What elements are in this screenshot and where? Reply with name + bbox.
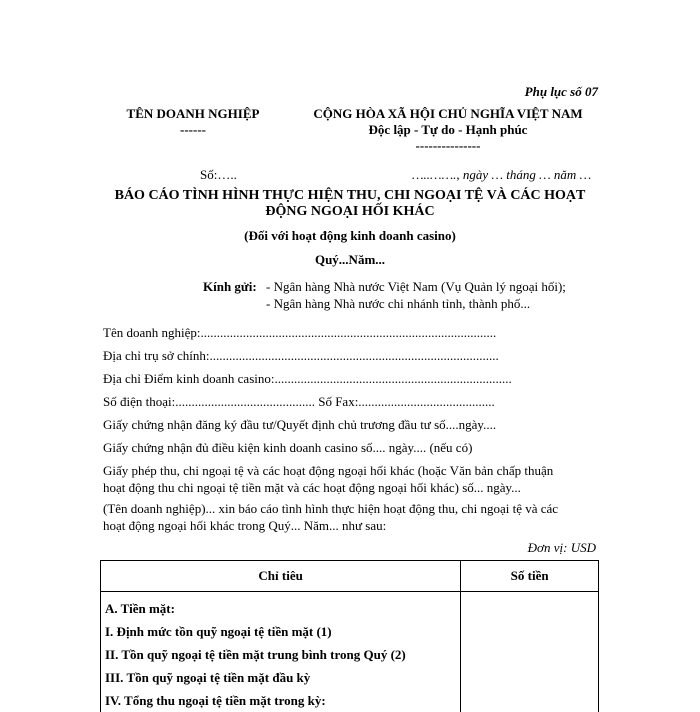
casino-license-field: Giấy chứng nhận đủ điều kiện kinh doanh casino số.... ngày.... (nếu có) bbox=[103, 440, 473, 455]
investment-certificate-field: Giấy chứng nhận đăng ký đầu tư/Quyết định chủ trương đầu tư số....ngày.... bbox=[103, 417, 497, 432]
row-label: II. Tồn quỹ ngoại tệ tiền mặt trung bình trong Quý (2) bbox=[101, 643, 461, 666]
document-number: Số:….. bbox=[200, 167, 237, 182]
forex-license-line2: hoạt động thu chi ngoại tệ tiền mặt và các hoạt động ngoại hối khác) số... ngày... bbox=[103, 480, 521, 495]
casino-address-field: Địa chỉ Điểm kinh doanh casino:......................................................................... bbox=[103, 371, 512, 386]
phone-fax-field: Số điện thoại:........................................... Số Fax:.......................................... bbox=[103, 394, 495, 409]
row-label: III. Tồn quỹ ngoại tệ tiền mặt đầu kỳ bbox=[101, 666, 461, 689]
table-row bbox=[101, 666, 599, 689]
row-amount bbox=[461, 643, 599, 666]
forex-license-line1: Giấy phép thu, chi ngoại tệ và các hoạt động ngoại hối khác (hoặc Văn bản chấp thuận bbox=[103, 463, 554, 478]
report-table bbox=[100, 560, 599, 712]
row-label: I. Định mức tồn quỹ ngoại tệ tiền mặt (1) bbox=[101, 620, 461, 643]
appendix-label: Phụ lục số 07 bbox=[524, 84, 598, 99]
republic-title: CỘNG HÒA XÃ HỘI CHỦ NGHĨA VIỆT NAM bbox=[313, 106, 583, 121]
report-intro-line2: hoạt động ngoại hối khác trong Quý... Năm... như sau: bbox=[103, 518, 387, 533]
table-row bbox=[101, 643, 599, 666]
document-date: …..……., ngày … tháng … năm … bbox=[412, 167, 592, 182]
table-row bbox=[101, 689, 599, 712]
report-subtitle: (Đối với hoạt động kinh doanh casino) bbox=[244, 228, 456, 243]
table-row bbox=[101, 592, 599, 621]
report-intro-line1: (Tên doanh nghiệp)... xin báo cáo tình hình thực hiện hoạt động thu, chi ngoại tệ và các bbox=[103, 501, 559, 516]
national-motto: Độc lập - Tự do - Hạnh phúc bbox=[368, 122, 528, 137]
company-name-field: Tên doanh nghiệp:........................................................................................... bbox=[103, 325, 497, 340]
report-title-line1: BÁO CÁO TÌNH HÌNH THỰC HIỆN THU, CHI NGOẠI TỆ VÀ CÁC HOẠT bbox=[114, 188, 586, 203]
header-criteria: Chỉ tiêu bbox=[101, 561, 461, 592]
recipient-label: Kính gửi: bbox=[203, 279, 257, 294]
company-name: TÊN DOANH NGHIỆP bbox=[126, 106, 260, 121]
report-period: Quý...Năm... bbox=[314, 252, 386, 267]
recipient-line2: - Ngân hàng Nhà nước chi nhánh tỉnh, thành phố... bbox=[266, 296, 531, 311]
row-amount bbox=[461, 592, 599, 621]
row-amount bbox=[461, 666, 599, 689]
motto-dash: --------------- bbox=[415, 138, 481, 153]
head-office-field: Địa chỉ trụ sở chính:......................................................................................... bbox=[103, 348, 499, 363]
table-row bbox=[101, 620, 599, 643]
row-label: A. Tiền mặt: bbox=[101, 592, 461, 621]
unit-label: Đơn vị: USD bbox=[527, 540, 596, 555]
row-amount bbox=[461, 620, 599, 643]
national-header bbox=[298, 106, 598, 154]
table-header-row bbox=[101, 561, 599, 592]
row-label: IV. Tổng thu ngoại tệ tiền mặt trong kỳ: bbox=[101, 689, 461, 712]
company-header bbox=[118, 106, 268, 138]
report-title bbox=[100, 188, 600, 220]
recipient-line1: - Ngân hàng Nhà nước Việt Nam (Vụ Quản lý ngoại hối); bbox=[266, 279, 566, 294]
company-dash: ------ bbox=[180, 122, 206, 137]
report-title-line2: ĐỘNG NGOẠI HỐI KHÁC bbox=[265, 204, 435, 219]
row-amount bbox=[461, 689, 599, 712]
header-amount: Số tiền bbox=[461, 561, 599, 592]
